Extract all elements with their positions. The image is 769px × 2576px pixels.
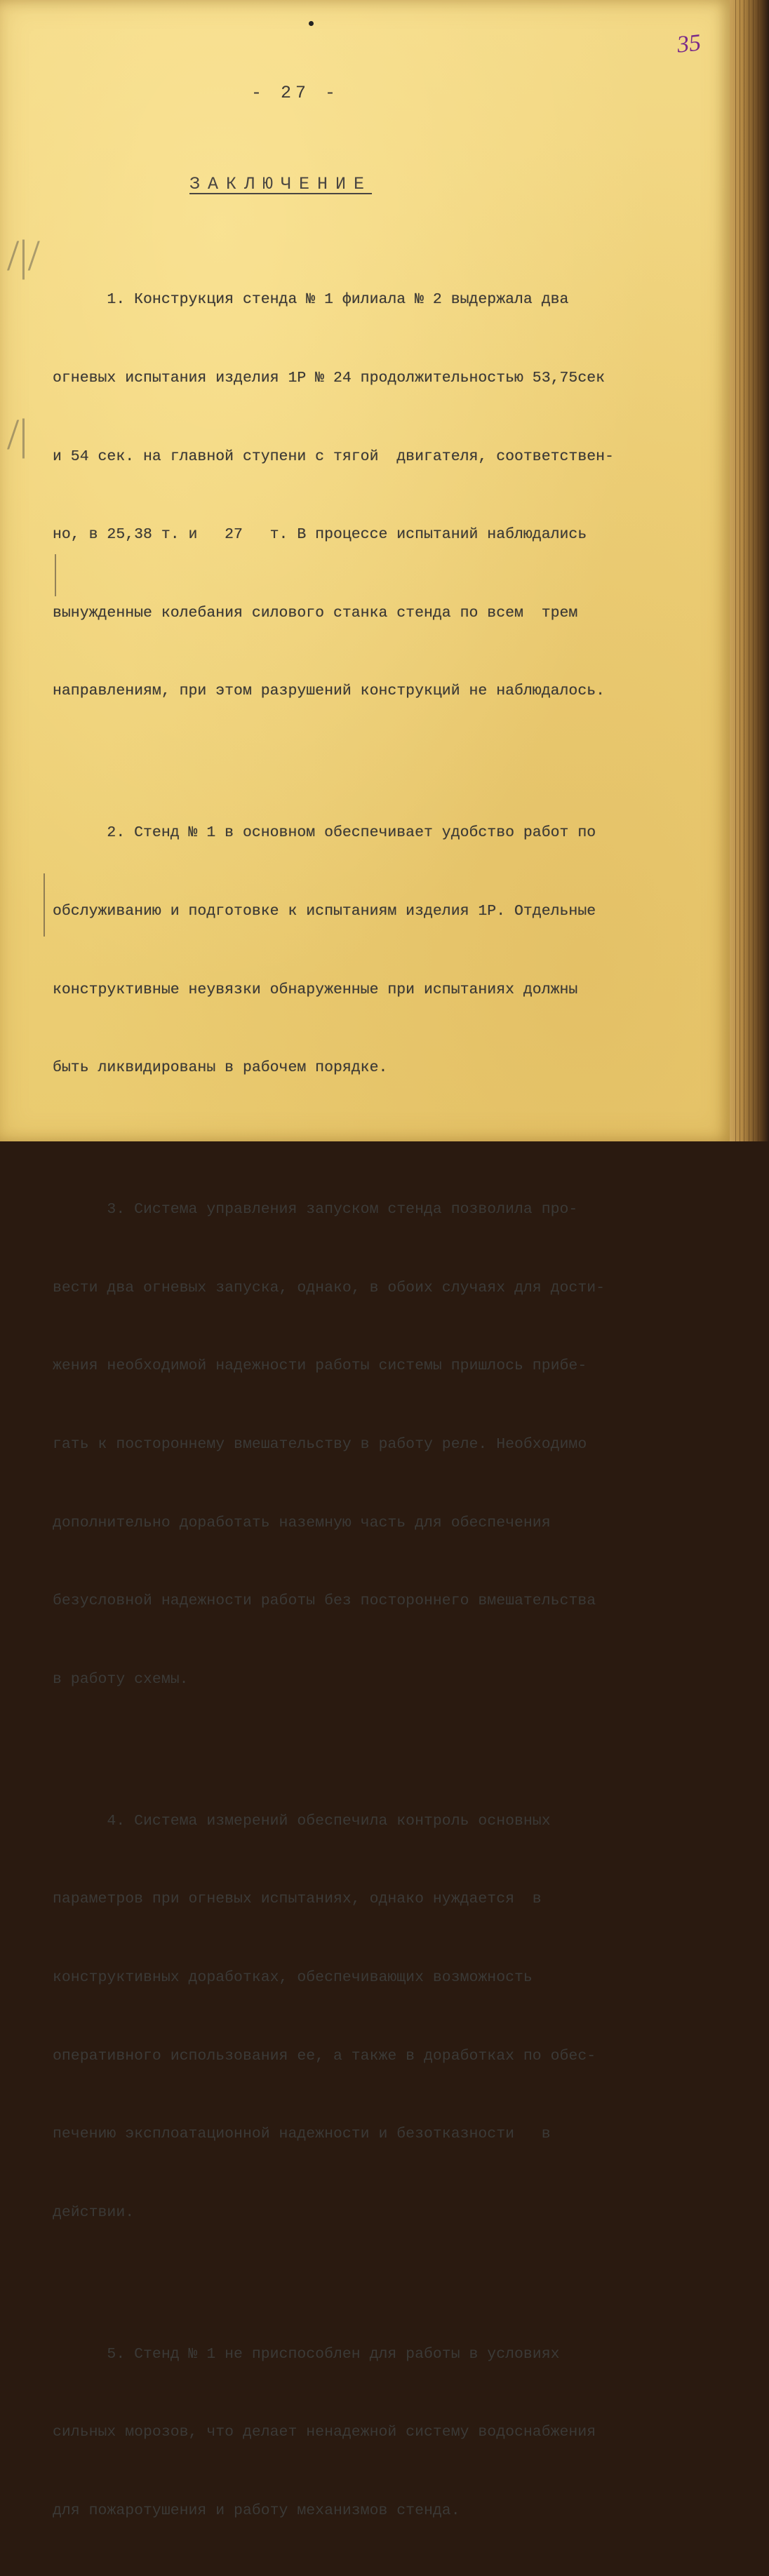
text-line: жения необходимой надежности работы системы пришлось прибе- bbox=[53, 1357, 587, 1375]
text-line: печению эксплоатационной надежности и безотказности в bbox=[53, 2126, 551, 2143]
paragraph-5 bbox=[53, 2289, 712, 2576]
page-stack-edge bbox=[730, 0, 769, 1141]
text-line: 3. Система управления запуском стенда позволила про- bbox=[53, 1201, 578, 1219]
text-line: быть ликвидированы в рабочем порядке. bbox=[53, 1059, 388, 1077]
archive-page-number: 35 bbox=[676, 29, 702, 58]
text-line: вынужденные колебания силового станка стенда по всем трем bbox=[53, 604, 578, 622]
text-line: и 54 сек. на главной ступени с тягой двигателя, соответствен- bbox=[53, 448, 614, 465]
text-line: 1. Конструкция стенда № 1 филиала № 2 выдержала два bbox=[53, 291, 569, 309]
ink-dot bbox=[309, 21, 314, 26]
text-line: дополнительно доработать наземную часть для обеспечения bbox=[53, 1514, 551, 1531]
margin-line bbox=[44, 873, 45, 937]
text-line: обслуживанию и подготовке к испытаниям изделия 1Р. Отдельные bbox=[53, 902, 596, 920]
text-line: 4. Система измерений обеспечила контроль основных bbox=[53, 1812, 551, 1830]
text-line: безусловной надежности работы без постороннего вмешательства bbox=[53, 1592, 596, 1610]
paragraph-3 bbox=[53, 1145, 712, 1745]
text-line: параметров при огневых испытаниях, однако нуждается в bbox=[53, 1891, 542, 1908]
paragraph-4 bbox=[53, 1756, 712, 2278]
paragraph-2 bbox=[53, 768, 712, 1134]
body-text bbox=[53, 235, 712, 2576]
document-heading: ЗАКЛЮЧЕНИЕ bbox=[189, 174, 373, 194]
text-line: гать к постороннему вмешательству в работу реле. Необходимо bbox=[53, 1435, 587, 1453]
text-line: сильных морозов, что делает ненадежной систему водоснабжения bbox=[53, 2424, 596, 2441]
pencil-mark-icon: /|/ bbox=[7, 232, 40, 280]
text-line: 5. Стенд № 1 не приспособлен для работы в условиях bbox=[53, 2345, 560, 2363]
text-line: оперативного использования ее, а также в доработках по обес- bbox=[53, 2047, 596, 2065]
text-line: направлениям, при этом разрушений конструкций не наблюдалось. bbox=[53, 683, 606, 700]
text-line: в работу схемы. bbox=[53, 1670, 189, 1688]
text-line: конструктивных доработках, обеспечивающих возможность bbox=[53, 1968, 533, 1986]
text-line: огневых испытания изделия 1Р № 24 продолжительностью 53,75сек bbox=[53, 370, 606, 387]
text-line: вести два огневых запуска, однако, в обоих случаях для дости- bbox=[53, 1279, 606, 1296]
text-line: конструктивные неувязки обнаруженные при испытаниях должны bbox=[53, 981, 578, 998]
paragraph-1 bbox=[53, 235, 712, 757]
pencil-mark-icon: /| bbox=[7, 411, 28, 459]
text-line: для пожаротушения и работу механизмов стенда. bbox=[53, 2502, 460, 2519]
text-line: 2. Стенд № 1 в основном обеспечивает удобство работ по bbox=[53, 824, 596, 842]
page-number: - 27 - bbox=[251, 83, 340, 103]
text-line: действии. bbox=[53, 2203, 135, 2221]
text-line: но, в 25,38 т. и 27 т. В процессе испытаний наблюдались bbox=[53, 526, 587, 544]
